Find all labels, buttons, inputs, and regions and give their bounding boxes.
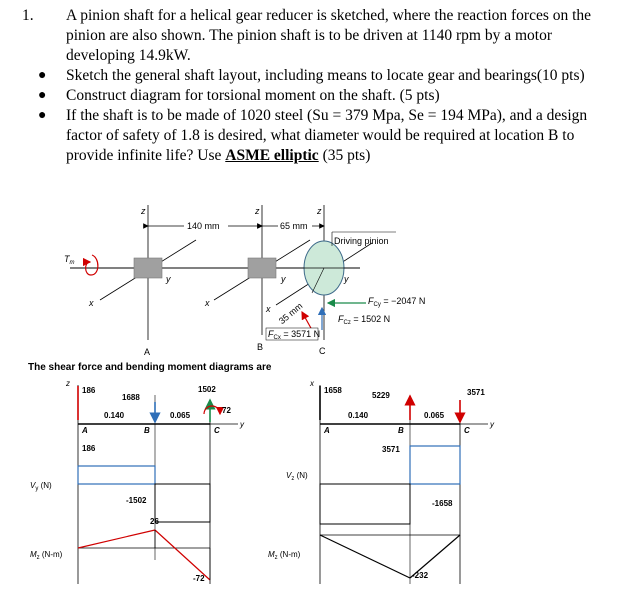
- left-point-b: B: [144, 426, 150, 435]
- left-shear-label: $V_y$ (N): [30, 481, 52, 492]
- driving-pinion-label: Driving pinion: [334, 236, 389, 246]
- right-shear-negative: [320, 484, 410, 524]
- bearing-b: [248, 258, 276, 278]
- bearing-a: [134, 258, 162, 278]
- left-load-a-value: 186: [82, 386, 96, 395]
- axis-z-label-c: z: [317, 206, 322, 216]
- right-axis-y: y: [490, 420, 494, 429]
- left-shear-neg-value: -1502: [126, 496, 147, 505]
- shaft-sketch: [64, 205, 425, 357]
- axis-x-label-c: x: [266, 304, 271, 314]
- dim-label-ab: 140 mm: [187, 221, 220, 231]
- left-moment-label: $M_z$ (N-m): [30, 550, 63, 561]
- right-shear-neg-value: -1658: [432, 499, 453, 508]
- left-moment-rise: [78, 530, 155, 548]
- axis-y-label-b: y: [281, 274, 286, 284]
- force-cx-label: $F_{Cx} = 3571$ N: [268, 329, 321, 341]
- bullet-3-text: If the shaft is to be made of 1020 steel (Su = 379 Mpa, Se = 194 MPa), and a design factor of safety of 1.8 is desired, what diameter would be required at location B to provide infinite life? Use: [66, 107, 588, 164]
- diagram-caption: The shear force and bending moment diagrams are: [28, 362, 272, 373]
- bullet-3-method: ASME elliptic: [225, 147, 319, 164]
- force-cy-label: $F_{Cy} = -2047$ N: [368, 296, 426, 308]
- axis-y-label-a: y: [166, 274, 171, 284]
- point-c-label: C: [319, 346, 326, 356]
- right-point-a: A: [324, 426, 330, 435]
- right-axis-x: x: [310, 379, 314, 388]
- force-cx-arrow: [302, 312, 312, 330]
- problem-number: 1.: [22, 7, 34, 24]
- bullet-dot: ●: [38, 108, 47, 123]
- problem-intro-text: A pinion shaft for a helical gear reducer is sketched, where the reaction forces on the pinion are also shown. The pinion shaft is to be driven at 1140 rpm by a motor developing 14.9kW.: [66, 7, 592, 64]
- left-diagram: [30, 379, 245, 584]
- axis-z-label-a: z: [141, 206, 146, 216]
- radius-label: 35 mm: [276, 300, 305, 327]
- left-len-ab: 0.140: [104, 411, 125, 420]
- force-cz-label: $F_{Cz} = 1502$ N: [338, 314, 391, 326]
- left-axis-z: z: [66, 379, 70, 388]
- right-len-bc: 0.065: [424, 411, 445, 420]
- dim-label-bc: 65 mm: [280, 221, 308, 231]
- left-moment-neg-value: -72: [193, 574, 205, 583]
- axis-y-label-c: y: [344, 274, 349, 284]
- left-moment-c: [204, 406, 220, 414]
- bullet-2-text: Construct diagram for torsional moment on the shaft. (5 pts): [66, 87, 440, 104]
- bullet-dot: ●: [38, 68, 47, 83]
- right-load-c-value: 3571: [467, 388, 485, 397]
- right-moment-label: $M_z$ (N-m): [268, 550, 301, 561]
- right-shear-label: $V_z$ (N): [286, 471, 308, 482]
- left-load-c2-value: 72: [222, 406, 231, 415]
- right-load-a-value: 1658: [324, 386, 342, 395]
- right-moment-fall: [320, 535, 410, 578]
- left-load-b-value: 1688: [122, 393, 140, 402]
- left-shear-negative: [155, 484, 210, 522]
- point-b-label: B: [257, 342, 264, 352]
- left-point-a: A: [82, 426, 88, 435]
- axis-x-label-a: x: [89, 298, 94, 308]
- right-len-ab: 0.140: [348, 411, 369, 420]
- left-axis-y: y: [240, 420, 244, 429]
- bullet-3-tail: (35 pts): [318, 147, 371, 164]
- left-shear-pos-value: 186: [82, 444, 96, 453]
- right-point-c: C: [464, 426, 470, 435]
- point-a-label: A: [144, 347, 151, 357]
- bullet-1-text: Sketch the general shaft layout, including means to locate gear and bearings(10 pts): [66, 67, 585, 84]
- bullet-dot: ●: [38, 88, 47, 103]
- left-point-c: C: [214, 426, 220, 435]
- left-shear-positive: [78, 466, 155, 484]
- left-load-c-value: 1502: [198, 385, 216, 394]
- axis-x-label-b: x: [205, 298, 210, 308]
- right-load-b-value: 5229: [372, 391, 390, 400]
- right-diagram: [268, 379, 495, 584]
- right-moment-neg-value: -232: [412, 571, 429, 580]
- right-shear-pos-value: 3571: [382, 445, 400, 454]
- axis-z-label-b: z: [255, 206, 260, 216]
- left-len-bc: 0.065: [170, 411, 191, 420]
- left-moment-fall: [155, 530, 210, 580]
- torque-arrow: [86, 255, 98, 275]
- right-point-b: B: [398, 426, 404, 435]
- left-moment-pos-value: 26: [150, 517, 159, 526]
- right-shear-positive: [410, 446, 460, 484]
- torque-label: $T_m$: [64, 254, 75, 266]
